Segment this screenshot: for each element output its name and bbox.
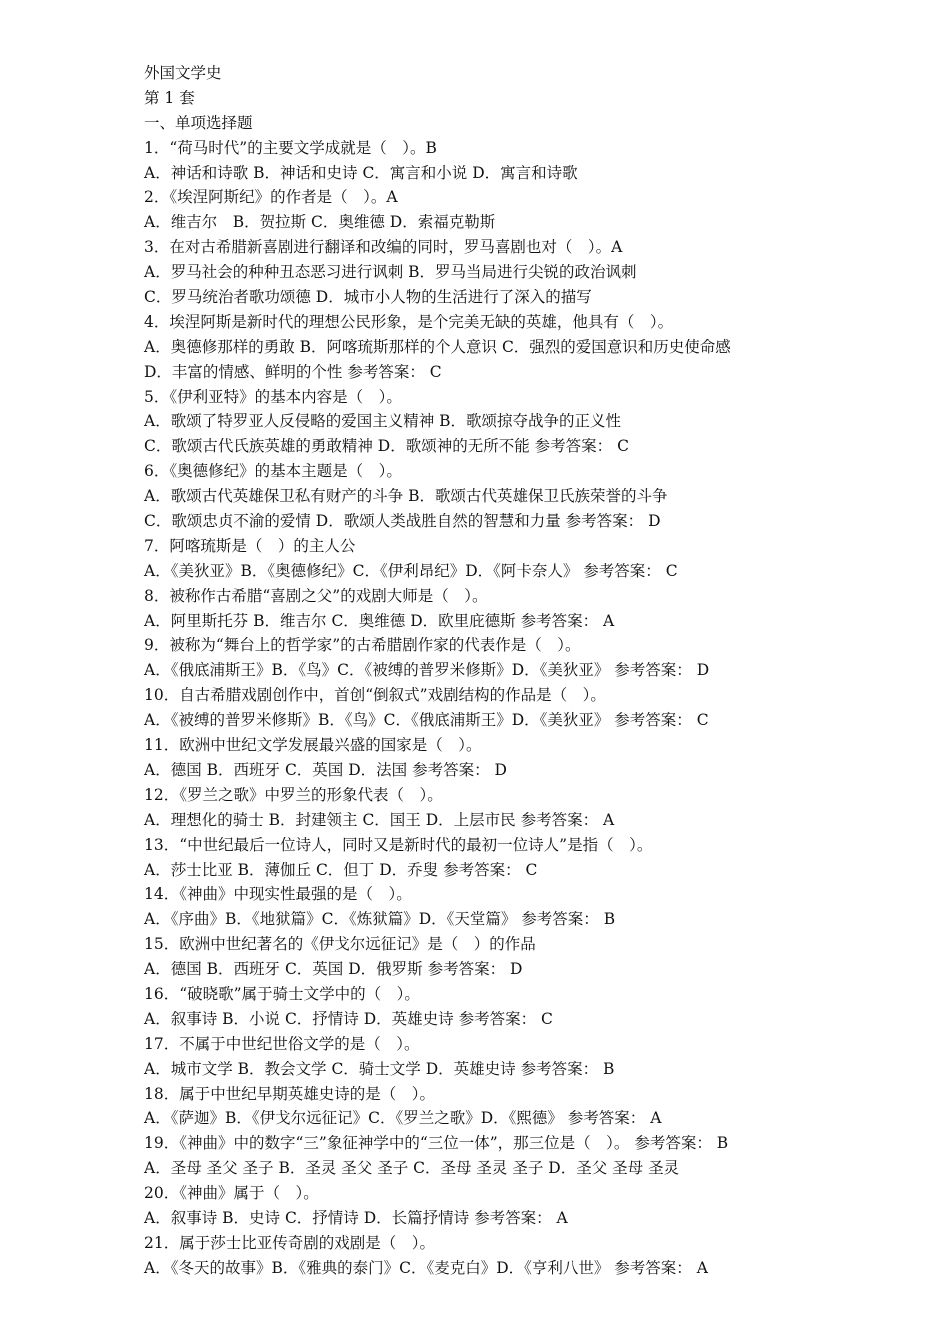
options-line: A．叙事诗 B．小说 C．抒情诗 D．英雄史诗 参考答案： C [144, 1009, 553, 1028]
question-line: 20．《神曲》属于（ ）。 [144, 1184, 319, 1203]
question-line: 16．“破晓歌”属于骑士文学中的（ ）。 [144, 984, 420, 1003]
options-line: C．罗马统治者歌功颂德 D．城市小人物的生活进行了深入的描写 [144, 288, 592, 307]
question-line: 5．《伊利亚特》的基本内容是（ ）。 [144, 387, 402, 406]
options-line: A．罗马社会的种种丑态恶习进行讽刺 B．罗马当局进行尖锐的政治讽刺 [144, 263, 637, 282]
options-line: A．维吉尔 B．贺拉斯 C．奥维德 D．索福克勒斯 [144, 213, 496, 232]
options-line: A．德国 B．西班牙 C．英国 D．俄罗斯 参考答案： D [144, 960, 523, 979]
options-line: D．丰富的情感、鲜明的个性 参考答案： C [144, 362, 442, 381]
options-line: A．奥德修那样的勇敢 B．阿喀琉斯那样的个人意识 C．强烈的爱国意识和历史使命感 [144, 337, 731, 356]
question-line: 1．“荷马时代”的主要文学成就是（ ）。B [144, 138, 437, 157]
question-line: 21．属于莎士比亚传奇剧的戏剧是（ ）。 [144, 1233, 435, 1252]
options-line: A．阿里斯托芬 B．维吉尔 C．奥维德 D．欧里庇德斯 参考答案： A [144, 611, 615, 630]
question-line: 7．阿喀琉斯是（ ）的主人公 [144, 536, 356, 555]
question-line: 8．被称作古希腊“喜剧之父”的戏剧大师是（ ）。 [144, 586, 488, 605]
options-line: A．歌颂了特罗亚人反侵略的爱国主义精神 B．歌颂掠夺战争的正义性 [144, 412, 622, 431]
question-line: 17．不属于中世纪世俗文学的是（ ）。 [144, 1034, 420, 1053]
section-heading: 一、单项选择题 [144, 113, 253, 132]
question-line: 18．属于中世纪早期英雄史诗的是（ ）。 [144, 1084, 435, 1103]
options-line: A．《序曲》B．《地狱篇》C．《炼狱篇》D．《天堂篇》 参考答案： B [144, 910, 616, 929]
question-line: 14．《神曲》中现实性最强的是（ ）。 [144, 885, 412, 904]
doc-title: 外国文学史 [144, 64, 222, 82]
document-body [144, 61, 844, 1281]
question-line: 12．《罗兰之歌》中罗兰的形象代表（ ）。 [144, 785, 443, 804]
options-line: A．莎士比亚 B．薄伽丘 C．但丁 D．乔叟 参考答案： C [144, 860, 538, 879]
options-line: A．《萨迦》B．《伊戈尔远征记》C．《罗兰之歌》D．《熙德》 参考答案： A [144, 1109, 662, 1128]
options-line: C．歌颂忠贞不渝的爱情 D．歌颂人类战胜自然的智慧和力量 参考答案： D [144, 512, 661, 531]
question-line: 13．“中世纪最后一位诗人，同时又是新时代的最初一位诗人”是指（ ）。 [144, 835, 653, 854]
options-line: A．神话和诗歌 B．神话和史诗 C．寓言和小说 D．寓言和诗歌 [144, 163, 578, 182]
question-line: 15．欧洲中世纪著名的《伊戈尔远征记》是（ ）的作品 [144, 935, 536, 954]
question-line: 4．埃涅阿斯是新时代的理想公民形象，是个完美无缺的英雄，他具有（ ）。 [144, 312, 674, 331]
question-line: 2．《埃涅阿斯纪》的作者是（ ）。A [144, 188, 398, 207]
options-line: A．圣母 圣父 圣子 B．圣灵 圣父 圣子 C．圣母 圣灵 圣子 D．圣父 圣母 圣灵 [144, 1159, 680, 1178]
options-line: A．歌颂古代英雄保卫私有财产的斗争 B．歌颂古代英雄保卫氏族荣誉的斗争 [144, 487, 668, 506]
question-line: 11．欧洲中世纪文学发展最兴盛的国家是（ ）。 [144, 736, 482, 755]
options-line: A．叙事诗 B．史诗 C．抒情诗 D．长篇抒情诗 参考答案： A [144, 1208, 568, 1227]
question-line: 6．《奥德修纪》的基本主题是（ ）。 [144, 462, 402, 481]
question-line: 10．自古希腊戏剧创作中，首创“倒叙式”戏剧结构的作品是（ ）。 [144, 686, 606, 705]
set-number: 第 1 套 [144, 88, 195, 107]
options-line: A．城市文学 B．教会文学 C．骑士文学 D．英雄史诗 参考答案： B [144, 1059, 615, 1078]
options-line: A．《被缚的普罗米修斯》B．《鸟》C．《俄底浦斯王》D．《美狄亚》 参考答案： C [144, 711, 709, 730]
options-line: A．《美狄亚》B．《奥德修纪》C．《伊利昂纪》D．《阿卡奈人》 参考答案： C [144, 561, 678, 580]
options-line: A．理想化的骑士 B．封建领主 C．国王 D．上层市民 参考答案： A [144, 810, 615, 829]
options-line: A．《冬天的故事》B．《雅典的泰门》C．《麦克白》D．《亨利八世》 参考答案： A [144, 1258, 708, 1277]
question-line: 9．被称为“舞台上的哲学家”的古希腊剧作家的代表作是（ ）。 [144, 636, 581, 655]
question-line: 3．在对古希腊新喜剧进行翻译和改编的同时，罗马喜剧也对（ ）。A [144, 238, 623, 257]
options-line: C．歌颂古代氏族英雄的勇敢精神 D．歌颂神的无所不能 参考答案： C [144, 437, 629, 456]
options-line: A．德国 B．西班牙 C．英国 D．法国 参考答案： D [144, 760, 507, 779]
options-line: A．《俄底浦斯王》B．《鸟》C．《被缚的普罗米修斯》D．《美狄亚》 参考答案： D [144, 661, 710, 680]
question-line: 19．《神曲》中的数字“三”象征神学中的“三位一体”，那三位是（ ）。 参考答案： B [144, 1134, 729, 1153]
